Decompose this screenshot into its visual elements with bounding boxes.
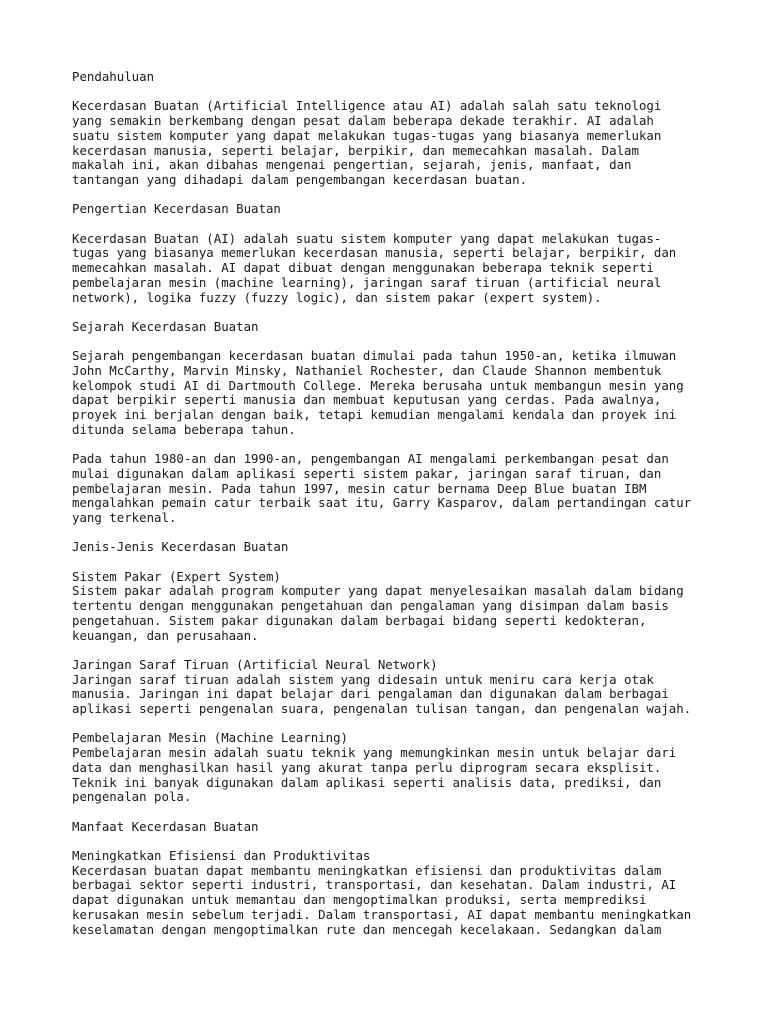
section-sistem-pakar: Sistem Pakar (Expert System) Sistem pakar adalah program komputer yang dapat menyelesaikan masalah dalam bidang tertentu dengan menggunakan pengetahuan dan pengalaman yang disimpan dalam basis pengetahuan. Sistem pakar digunakan dalam berbagai bidang seperti kedokteran, keuangan, dan perusahaan. <box>72 568 684 643</box>
heading-manfaat: Manfaat Kecerdasan Buatan <box>72 818 259 834</box>
paragraph-sejarah-1: Sejarah pengembangan kecerdasan buatan dimulai pada tahun 1950-an, ketika ilmuwan John McCarthy, Marvin Minsky, Nathaniel Rochester, dan Claude Shannon membentuk kelompok studi AI di Dartmouth College. Mereka berusaha untuk membangun mesin yang dapat berpikir seperti manusia dan membuat keputusan yang cerdas. Pada awalnya, proyek ini berjalan dengan baik, tetapi kemudian mengalami kendala dan proyek ini ditunda selama beberapa tahun. <box>72 348 684 437</box>
section-efisiensi: Meningkatkan Efisiensi dan Produktivitas Kecerdasan buatan dapat membantu meningkatkan efisiensi dan produktivitas dalam berbagai sektor seperti industri, transportasi, dan kesehatan. Dalam industri, AI dapat digunakan untuk memantau dan mengoptimalkan produksi, serta memprediksi kerusakan mesin sebelum terjadi. Dalam transportasi, AI dapat membantu meningkatkan keselamatan dengan mengoptimalkan rute dan mencegah kecelakaan. Sedangkan dalam <box>72 848 692 937</box>
heading-sejarah: Sejarah Kecerdasan Buatan <box>72 318 259 334</box>
document-page <box>72 70 712 952</box>
heading-pendahuluan: Pendahuluan <box>72 69 155 84</box>
heading-jenis: Jenis-Jenis Kecerdasan Buatan <box>72 539 289 555</box>
paragraph-sejarah-2: Pada tahun 1980-an dan 1990-an, pengembangan AI mengalami perkembangan pesat dan mulai digunakan dalam aplikasi seperti sistem pakar, jaringan saraf tiruan, dan pembelajaran mesin. Pada tahun 1997, mesin catur bernama Deep Blue buatan IBM mengalahkan pemain catur terbaik saat itu, Garry Kasparov, dalam pertandingan catur yang terkenal. <box>72 451 692 525</box>
paragraph-pengertian: Kecerdasan Buatan (AI) adalah suatu sistem komputer yang dapat melakukan tugas- tugas yang biasanya memerlukan kecerdasan manusia, seperti belajar, berpikir, dan memecahkan masalah. AI dapat dibuat dengan menggunakan beberapa teknik seperti pembelajaran mesin (machine learning), jaringan saraf tiruan (artificial neural network), logika fuzzy (fuzzy logic), dan sistem pakar (expert system). <box>72 230 677 305</box>
heading-pengertian: Pengertian Kecerdasan Buatan <box>72 201 281 217</box>
section-pembelajaran-mesin: Pembelajaran Mesin (Machine Learning) Pembelajaran mesin adalah suatu teknik yang memungkinkan mesin untuk belajar dari data dan menghasilkan hasil yang akurat tanpa perlu diprogram secara eksplisit. Teknik ini banyak digunakan dalam aplikasi seperti analisis data, prediksi, dan pengenalan pola. <box>72 730 677 805</box>
section-jaringan-saraf: Jaringan Saraf Tiruan (Artificial Neural Network) Jaringan saraf tiruan adalah sistem yang didesain untuk meniru cara kerja otak manusia. Jaringan ini dapat belajar dari pengalaman dan digunakan dalam berbagai aplikasi seperti pengenalan suara, pengenalan tulisan tangan, dan pengenalan wajah. <box>72 656 692 717</box>
paragraph-intro: Kecerdasan Buatan (Artificial Intelligence atau AI) adalah salah satu teknologi yang semakin berkembang dengan pesat dalam beberapa dekade terakhir. AI adalah suatu sistem komputer yang dapat melakukan tugas-tugas yang biasanya memerlukan kecerdasan manusia, seperti belajar, berpikir, dan memecahkan masalah. Dalam makalah ini, akan dibahas mengenai pengertian, sejarah, jenis, manfaat, dan tantangan yang dihadapi dalam pengembangan kecerdasan buatan. <box>72 98 662 187</box>
